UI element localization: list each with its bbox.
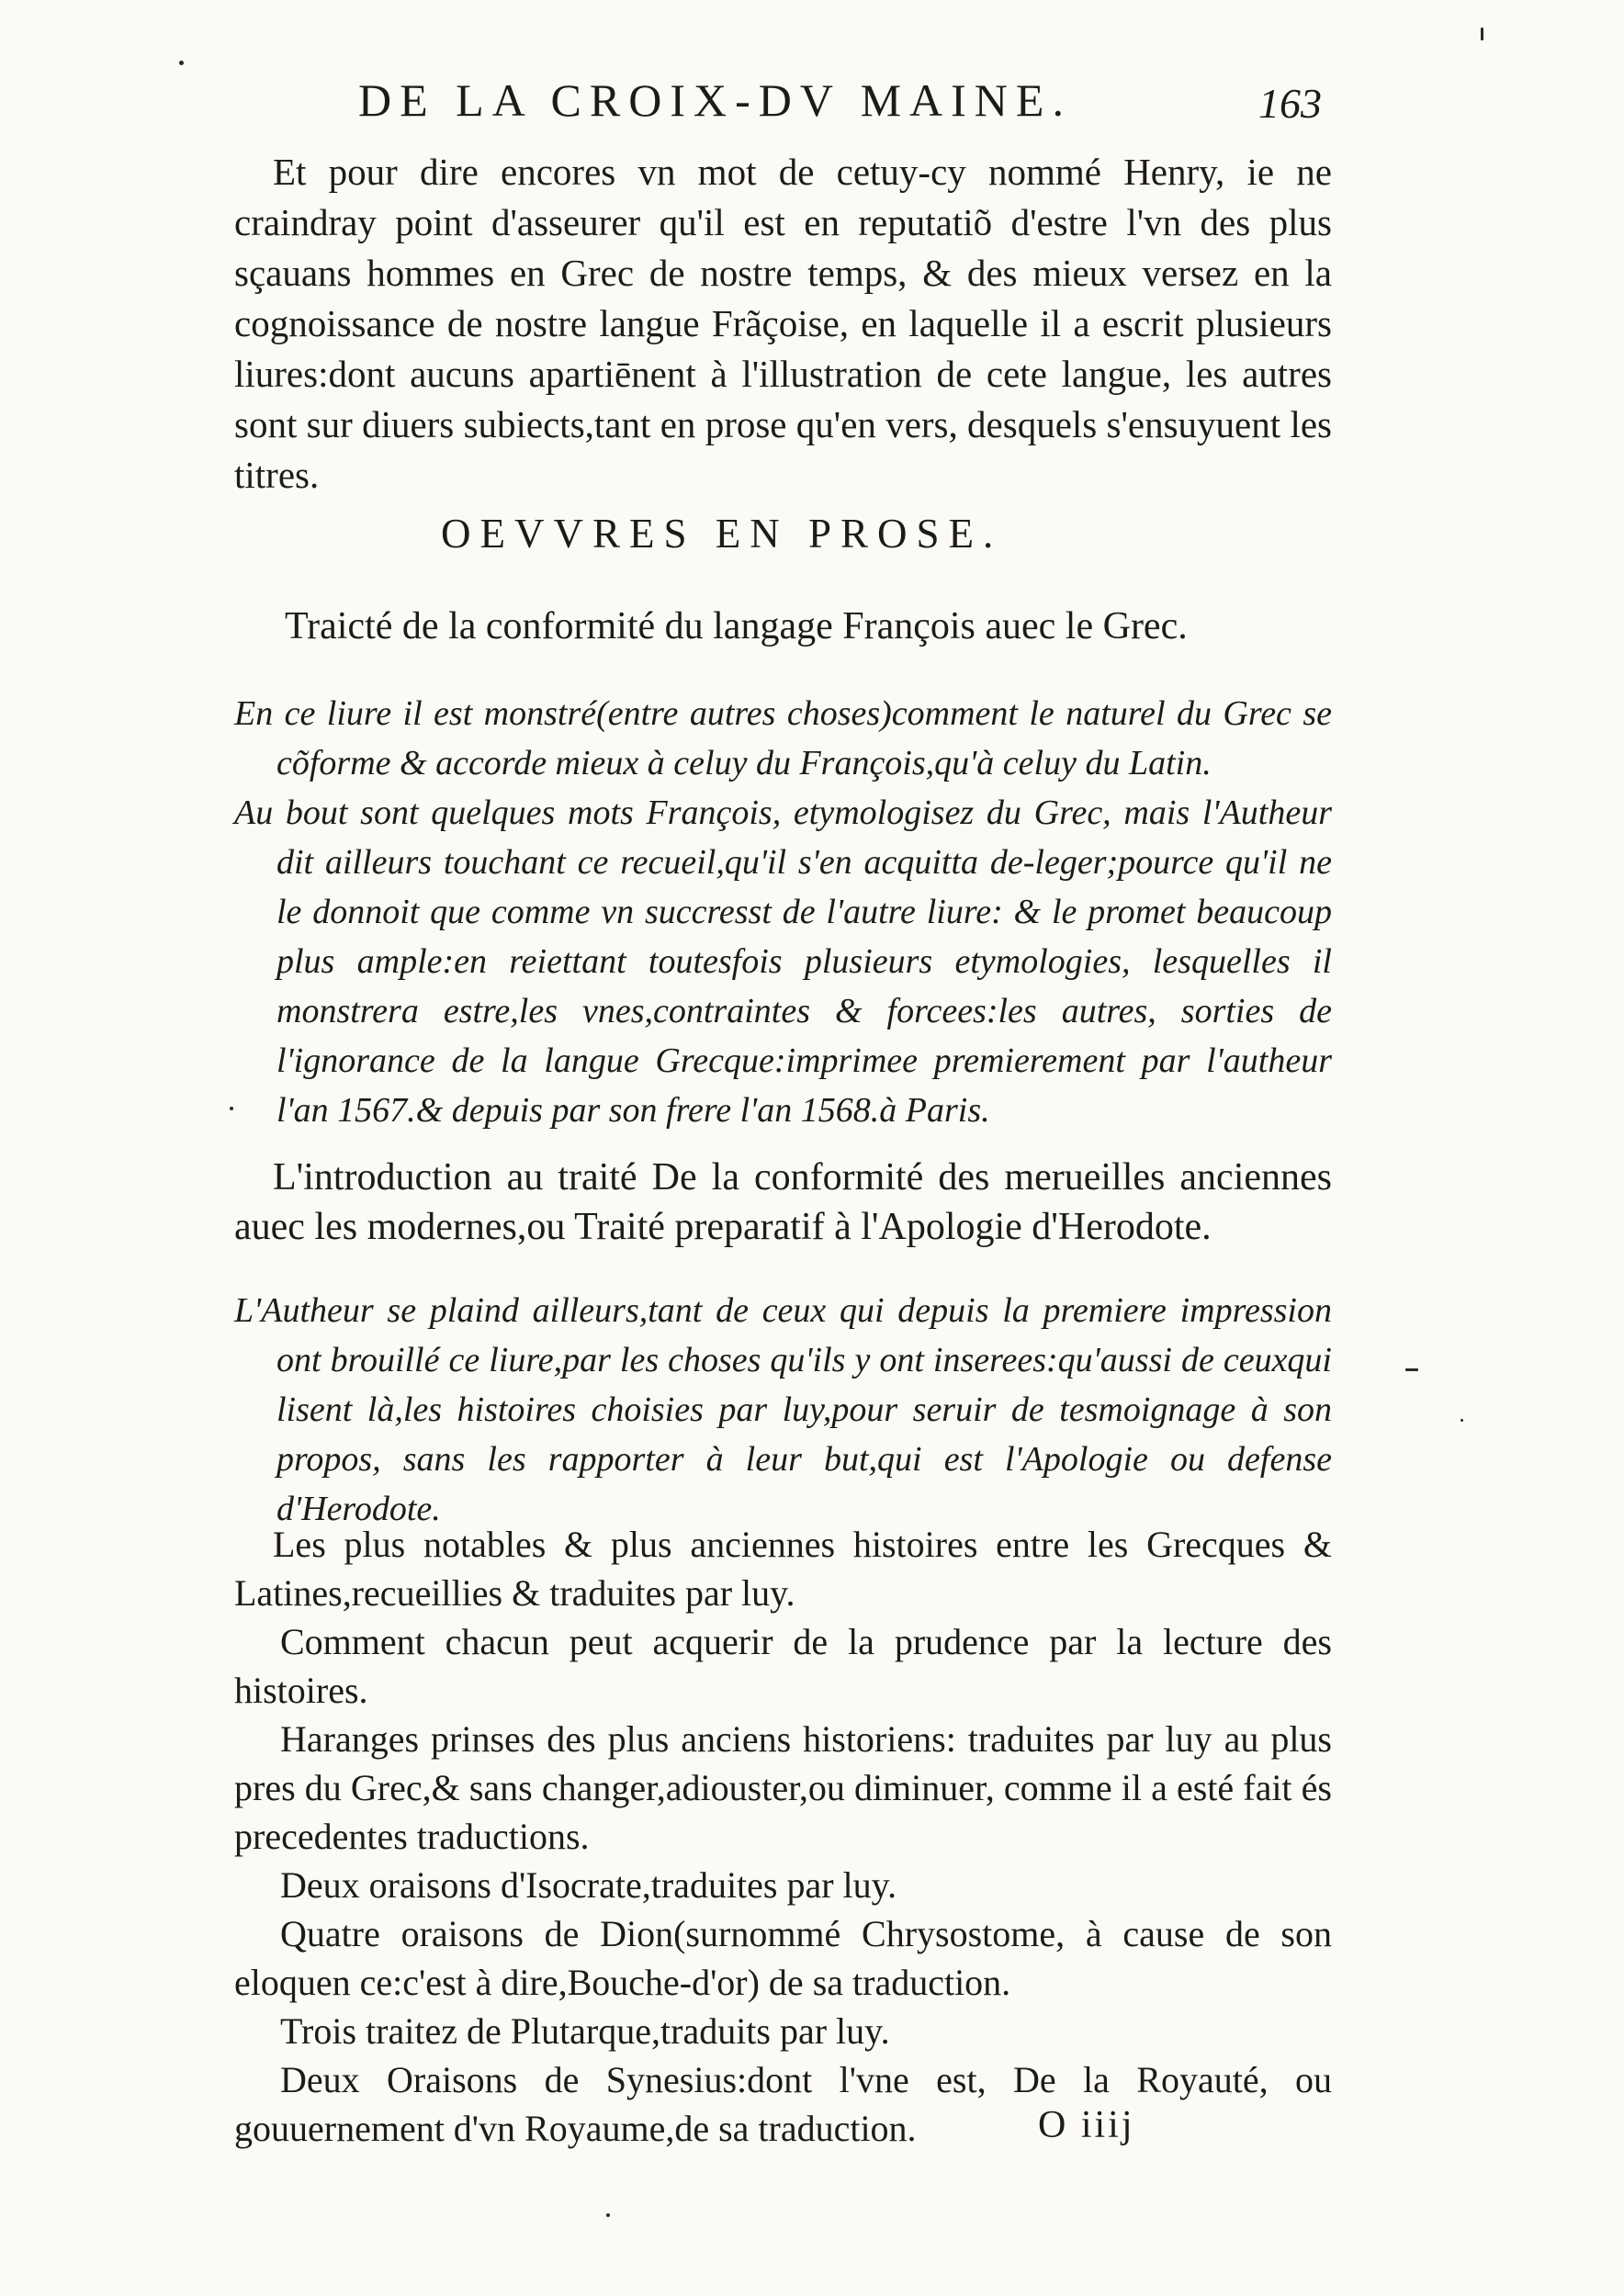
list-item: Haranges prinses des plus anciens historiens: traduites par luy au plus pres du Grec,& sans changer,adiouster,ou diminuer, comme il a esté fait és precedentes traductions.	[234, 1718, 1332, 1857]
entry-note-apologie	[234, 1286, 1332, 1534]
list-item: Les plus notables & plus anciennes histoires entre les Grecques & Latines,recueillies & traduites par luy.	[234, 1524, 1332, 1614]
list-item: Deux Oraisons de Synesius:dont l'vne est, De la Royauté, ou gouuernement d'vn Royaume,de sa traduction.	[234, 2059, 1332, 2149]
ink-speck	[1460, 1419, 1463, 1422]
note-paragraph: En ce liure il est monstré(entre autres choses)comment le naturel du Grec se cõforme & accorde mieux à celuy du François,qu'à celuy du Latin.	[234, 694, 1332, 782]
note-paragraph: L'Autheur se plaind ailleurs,tant de ceux qui depuis la premiere impression ont brouillé ce liure,par les choses qu'ils y ont inserees:qu'aussi de ceuxqui lisent là,les histoires choisies par luy,pour seruir de tesmoignage à son propos, sans les rapporter à leur but,qui est l'Apologie ou defense d'Herodote.	[234, 1291, 1332, 1528]
entry-title-introduction	[234, 1153, 1332, 1252]
page-number: 163	[1258, 80, 1322, 127]
entry-title-conformite: Traicté de la conformité du langage François auec le Grec.	[285, 605, 1188, 647]
note-paragraph: Au bout sont quelques mots François, etymologisez du Grec, mais l'Autheur dit ailleurs touchant ce recueil,qu'il s'en acquitta de-leger;pource qu'il ne le donnoit que comme vn succresst de l'autre liure: & le promet beaucoup plus ample:en reiettant toutesfois plusieurs etymologies, lesquelles il monstrera estre,les vnes,contraintes & forcees:les autres, sorties de l'ignorance de la langue Grecque:imprimee premierement par l'autheur l'an 1567.& depuis par son frere l'an 1568.à Paris.	[234, 793, 1332, 1130]
entry-title-text: L'introduction au traité De la conformité des merueilles anciennes auec les modernes,ou Traité preparatif à l'Apologie d'Herodote.	[234, 1156, 1332, 1248]
list-item: Comment chacun peut acquerir de la prudence par la lecture des histoires.	[234, 1621, 1332, 1711]
section-heading: OEVVRES EN PROSE.	[441, 511, 1003, 557]
list-item: Deux oraisons d'Isocrate,traduites par luy.	[280, 1864, 897, 1906]
ink-speck	[1405, 1368, 1418, 1371]
ink-speck	[230, 1107, 233, 1110]
list-item: Quatre oraisons de Dion(surnommé Chrysostome, à cause de son eloquen ce:c'est à dire,Bouche-d'or) de sa traduction.	[234, 1913, 1332, 2003]
ink-speck	[606, 2213, 610, 2217]
intro-paragraph	[234, 147, 1332, 501]
signature-mark: O iiij	[1038, 2104, 1135, 2146]
ink-speck	[179, 61, 184, 65]
entry-list	[234, 1520, 1332, 2153]
intro-text: Et pour dire encores vn mot de cetuy-cy nommé Henry, ie ne craindray point d'asseurer qu'il est en reputatiõ d'estre l'vn des plus sçauans hommes en Grec de nostre temps, & des mieux versez en la cognoissance de nostre langue Frãçoise, en laquelle il a escrit plusieurs liures:dont aucuns apartiēnent à l'illustration de cete langue, les autres sont sur diuers subiects,tant en prose qu'en vers, desquels s'ensuyuent les titres.	[234, 151, 1332, 496]
list-item: Trois traitez de Plutarque,traduits par luy.	[280, 2010, 890, 2052]
running-title: DE LA CROIX-DV MAINE.	[358, 74, 1072, 126]
ink-speck	[1481, 28, 1483, 40]
entry-note-conformite	[234, 689, 1332, 1135]
